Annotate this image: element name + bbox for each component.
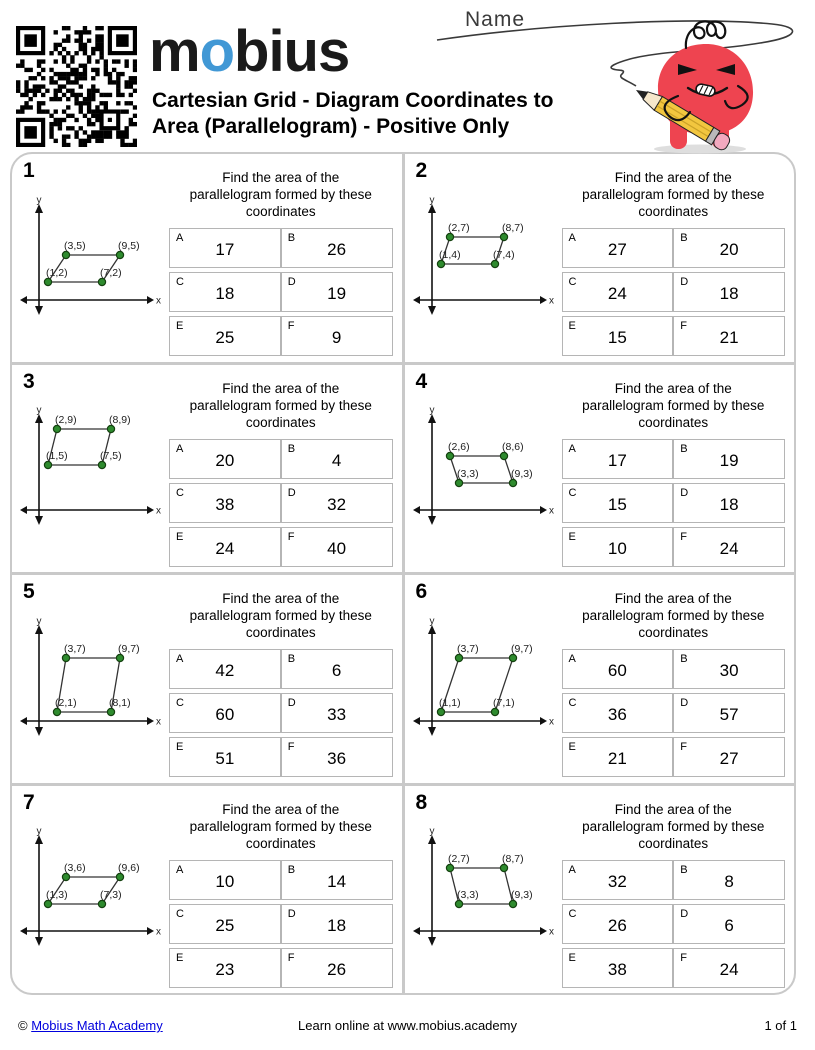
- svg-text:(9,6): (9,6): [118, 862, 140, 875]
- answer-letter: B: [287, 442, 296, 455]
- answer-letter: F: [680, 741, 687, 753]
- svg-text:(1,3): (1,3): [46, 889, 68, 902]
- page-title-line2: Area (Parallelogram) - Positive Only: [152, 115, 510, 138]
- answer-cell: [562, 272, 674, 312]
- problem-number: 6: [415, 580, 428, 603]
- answer-value: 60: [607, 661, 627, 680]
- answer-letter: F: [680, 530, 687, 543]
- svg-text:(1,1): (1,1): [438, 696, 461, 709]
- answer-value: 24: [719, 538, 739, 558]
- answer-letter: B: [680, 442, 688, 455]
- prompt-line: parallelogram formed by these: [582, 818, 765, 834]
- svg-text:(7,3): (7,3): [100, 889, 122, 902]
- answer-cell: [673, 693, 785, 733]
- prompt-line: coordinates: [245, 414, 316, 430]
- answer-cell: [281, 316, 393, 356]
- logo-text-m: m: [149, 19, 200, 84]
- answer-value: 38: [607, 959, 627, 979]
- answer-cell: [281, 860, 393, 900]
- prompt-line: Find the area of the: [614, 591, 732, 606]
- svg-text:y: y: [429, 406, 434, 417]
- answer-cell: [281, 483, 393, 523]
- answer-value: 27: [607, 240, 627, 259]
- svg-text:(2,7): (2,7): [447, 853, 470, 866]
- answer-cell: [562, 649, 674, 689]
- answer-cell: [281, 737, 393, 777]
- problem-prompt: [169, 801, 393, 852]
- answer-cell: [673, 649, 785, 689]
- footer-center-text: Learn online at www.mobius.academy: [298, 1018, 517, 1033]
- prompt-line: parallelogram formed by these: [582, 397, 765, 413]
- answer-table: [562, 856, 786, 992]
- answer-value: 42: [215, 661, 235, 680]
- answer-value: 19: [719, 450, 739, 470]
- answer-cell: [673, 904, 785, 944]
- answer-cell: [169, 860, 281, 900]
- problem-cell: [12, 575, 402, 783]
- svg-text:y: y: [429, 616, 434, 627]
- answer-value: 21: [719, 328, 739, 347]
- svg-text:(3,7): (3,7): [456, 642, 479, 655]
- prompt-line: coordinates: [245, 204, 316, 219]
- answer-letter: D: [287, 697, 296, 709]
- coordinate-diagram: [410, 406, 560, 530]
- qr-code: [16, 26, 137, 147]
- answer-value: 32: [607, 871, 627, 891]
- problem-cell: [12, 786, 402, 994]
- svg-text:x: x: [156, 295, 161, 307]
- answer-value: 6: [724, 915, 734, 935]
- mascot-eye: [716, 64, 735, 75]
- problem-prompt: [169, 590, 393, 641]
- answer-value: 51: [215, 749, 235, 768]
- answer-letter: B: [680, 653, 688, 665]
- footer-academy-link[interactable]: Mobius Math Academy: [31, 1018, 163, 1033]
- answer-cell: [562, 439, 674, 479]
- answer-value: 18: [327, 915, 347, 935]
- answer-cell: [281, 948, 393, 988]
- answer-letter: A: [568, 442, 576, 455]
- answer-value: 17: [215, 240, 235, 259]
- prompt-line: parallelogram formed by these: [189, 818, 372, 834]
- answer-cell: [673, 228, 785, 268]
- coordinate-diagram: [17, 196, 167, 320]
- answer-letter: D: [680, 276, 689, 288]
- prompt-line: parallelogram formed by these: [189, 187, 372, 202]
- problem-prompt: [562, 169, 786, 220]
- answer-cell: [562, 483, 674, 523]
- answer-cell: [673, 737, 785, 777]
- prompt-line: parallelogram formed by these: [582, 608, 765, 623]
- prompt-line: parallelogram formed by these: [189, 397, 372, 413]
- answer-letter: A: [568, 232, 576, 244]
- problem-right-column: [560, 154, 795, 362]
- footer-copyright: [18, 1018, 163, 1033]
- answer-cell: [281, 693, 393, 733]
- answer-letter: D: [287, 907, 296, 920]
- answer-letter: A: [176, 653, 184, 665]
- svg-text:x: x: [548, 926, 554, 938]
- answer-letter: D: [680, 907, 689, 920]
- svg-text:(8,7): (8,7): [501, 221, 524, 234]
- answer-letter: D: [287, 276, 296, 288]
- answer-letter: A: [568, 863, 576, 876]
- answer-value: 38: [215, 494, 235, 514]
- answer-letter: B: [287, 863, 296, 876]
- problem-prompt: [562, 380, 786, 431]
- answer-letter: E: [568, 320, 576, 332]
- answer-cell: [673, 483, 785, 523]
- answer-cell: [281, 228, 393, 268]
- svg-text:(3,6): (3,6): [64, 862, 86, 875]
- prompt-line: Find the area of the: [222, 380, 340, 396]
- answer-cell: [281, 649, 393, 689]
- svg-text:x: x: [156, 716, 161, 728]
- prompt-line: coordinates: [638, 835, 709, 851]
- answer-letter: B: [680, 232, 688, 244]
- coordinate-diagram: [410, 827, 560, 951]
- prompt-line: Find the area of the: [614, 801, 732, 817]
- answer-letter: A: [176, 442, 184, 455]
- answer-cell: [169, 228, 281, 268]
- svg-text:(2,7): (2,7): [447, 221, 470, 234]
- answer-value: 36: [327, 749, 347, 768]
- problem-number: 4: [415, 369, 428, 393]
- answer-letter: A: [568, 653, 576, 665]
- pencil-icon: [632, 83, 732, 152]
- problem-prompt: [562, 801, 786, 852]
- answer-value: 14: [327, 871, 347, 891]
- answer-table: [169, 435, 393, 571]
- answer-letter: C: [176, 486, 184, 499]
- answer-value: 32: [327, 494, 347, 514]
- problem-right-column: [167, 575, 402, 783]
- answer-letter: F: [287, 320, 295, 332]
- answer-table: [562, 645, 786, 781]
- answer-value: 57: [719, 705, 739, 724]
- answer-cell: [562, 860, 674, 900]
- problem-cell: [405, 365, 795, 573]
- answer-value: 33: [327, 705, 347, 724]
- answer-cell: [169, 904, 281, 944]
- answer-value: 23: [215, 959, 235, 979]
- coordinate-diagram: [17, 617, 167, 741]
- footer-page-number: 1 of 1: [764, 1018, 797, 1033]
- answer-letter: B: [287, 232, 296, 244]
- answer-letter: F: [287, 530, 295, 543]
- prompt-line: coordinates: [638, 204, 709, 219]
- answer-letter: E: [176, 530, 184, 543]
- answer-cell: [673, 272, 785, 312]
- answer-value: 21: [607, 749, 627, 768]
- answer-cell: [169, 649, 281, 689]
- answer-value: 8: [724, 871, 734, 891]
- prompt-line: coordinates: [638, 414, 709, 430]
- answer-value: 9: [331, 328, 342, 347]
- answer-value: 18: [215, 284, 235, 303]
- svg-text:x: x: [156, 926, 161, 938]
- answer-value: 24: [607, 284, 627, 303]
- svg-text:(3,3): (3,3): [456, 468, 479, 481]
- answer-letter: A: [176, 232, 184, 244]
- answer-value: 36: [607, 705, 627, 724]
- answer-table: [169, 645, 393, 781]
- svg-text:(9,7): (9,7): [510, 642, 533, 655]
- answer-letter: E: [568, 951, 576, 964]
- svg-text:(7,5): (7,5): [100, 450, 122, 463]
- answer-value: 17: [607, 450, 627, 470]
- problem-right-column: [167, 154, 402, 362]
- answer-value: 24: [719, 959, 739, 979]
- logo-o-glyph: o: [199, 19, 235, 84]
- problem-cell: [12, 365, 402, 573]
- prompt-line: Find the area of the: [222, 591, 340, 606]
- answer-letter: E: [568, 530, 576, 543]
- answer-value: 40: [327, 538, 347, 558]
- problem-number: 7: [23, 790, 35, 814]
- answer-cell: [562, 737, 674, 777]
- answer-value: 25: [215, 915, 235, 935]
- problems-grid: [10, 152, 796, 995]
- mascot-body: [658, 44, 753, 135]
- problem-prompt: [169, 169, 393, 220]
- answer-letter: B: [680, 863, 688, 876]
- page-title-line1: Cartesian Grid - Diagram Coordinates to: [152, 89, 554, 112]
- answer-value: 26: [327, 240, 347, 259]
- svg-text:(9,3): (9,3): [510, 889, 533, 902]
- copyright-symbol: ©: [18, 1018, 32, 1033]
- answer-letter: F: [680, 951, 687, 964]
- problem-right-column: [167, 786, 402, 994]
- answer-cell: [673, 527, 785, 567]
- prompt-line: coordinates: [245, 625, 316, 640]
- svg-text:(1,4): (1,4): [438, 248, 461, 261]
- prompt-line: Find the area of the: [614, 170, 732, 185]
- mascot-arm-left: [665, 96, 690, 120]
- problem-right-column: [560, 575, 795, 783]
- answer-letter: A: [176, 863, 184, 876]
- svg-text:x: x: [548, 716, 554, 728]
- svg-text:y: y: [429, 827, 434, 838]
- answer-cell: [169, 693, 281, 733]
- svg-text:(7,2): (7,2): [100, 266, 122, 279]
- mascot-hair: [686, 21, 725, 48]
- answer-letter: C: [176, 907, 184, 920]
- coordinate-diagram: [17, 406, 167, 530]
- answer-value: 60: [215, 705, 235, 724]
- answer-letter: C: [568, 486, 577, 499]
- answer-value: 30: [719, 661, 739, 680]
- mascot-arm-right: [725, 86, 748, 108]
- answer-letter: F: [287, 951, 295, 964]
- prompt-line: Find the area of the: [222, 170, 340, 185]
- svg-text:(8,1): (8,1): [109, 696, 131, 709]
- mobius-logo: [149, 18, 349, 85]
- answer-cell: [562, 228, 674, 268]
- answer-value: 18: [719, 284, 739, 303]
- answer-cell: [281, 439, 393, 479]
- answer-cell: [169, 439, 281, 479]
- problem-number: 5: [23, 580, 35, 603]
- problem-number: 3: [23, 369, 35, 393]
- svg-text:(9,3): (9,3): [510, 468, 533, 481]
- problem-prompt: [169, 380, 393, 431]
- answer-cell: [281, 272, 393, 312]
- answer-letter: C: [568, 907, 577, 920]
- answer-cell: [169, 272, 281, 312]
- answer-value: 18: [719, 494, 739, 514]
- problem-prompt: [562, 590, 786, 641]
- answer-cell: [281, 904, 393, 944]
- answer-letter: F: [287, 741, 295, 753]
- answer-value: 10: [607, 538, 627, 558]
- svg-text:y: y: [36, 616, 42, 627]
- problem-number: 2: [415, 159, 428, 182]
- answer-cell: [169, 737, 281, 777]
- answer-cell: [673, 948, 785, 988]
- mascot-mouth: [688, 88, 727, 95]
- svg-text:(2,6): (2,6): [447, 441, 470, 454]
- svg-text:(8,9): (8,9): [109, 414, 131, 427]
- answer-letter: E: [176, 741, 184, 753]
- answer-cell: [673, 439, 785, 479]
- svg-text:(8,7): (8,7): [501, 853, 524, 866]
- problem-cell: [12, 154, 402, 362]
- name-label: Name: [465, 8, 526, 31]
- answer-table: [169, 856, 393, 992]
- mascot-leg: [670, 112, 687, 149]
- answer-value: 15: [607, 494, 627, 514]
- answer-value: 27: [719, 749, 739, 768]
- prompt-line: Find the area of the: [222, 801, 340, 817]
- svg-text:x: x: [548, 295, 554, 307]
- answer-letter: D: [680, 486, 689, 499]
- prompt-line: Find the area of the: [614, 380, 732, 396]
- answer-table: [169, 224, 393, 360]
- svg-text:(2,9): (2,9): [55, 414, 77, 427]
- mascot-leg: [712, 114, 729, 149]
- answer-cell: [673, 316, 785, 356]
- answer-letter: B: [287, 653, 296, 665]
- answer-cell: [562, 904, 674, 944]
- svg-text:(7,4): (7,4): [492, 248, 515, 261]
- svg-text:x: x: [548, 505, 554, 517]
- answer-cell: [562, 316, 674, 356]
- answer-letter: C: [568, 276, 577, 288]
- answer-letter: C: [176, 697, 184, 709]
- answer-value: 19: [327, 284, 347, 303]
- answer-cell: [562, 693, 674, 733]
- answer-letter: D: [287, 486, 296, 499]
- answer-value: 20: [719, 240, 739, 259]
- answer-cell: [169, 316, 281, 356]
- problem-cell: [405, 786, 795, 994]
- answer-cell: [562, 948, 674, 988]
- answer-value: 4: [331, 450, 342, 470]
- answer-letter: C: [176, 276, 184, 288]
- answer-cell: [169, 483, 281, 523]
- svg-text:(8,6): (8,6): [501, 441, 524, 454]
- answer-cell: [673, 860, 785, 900]
- answer-value: 25: [215, 328, 235, 347]
- svg-text:y: y: [36, 827, 42, 838]
- answer-value: 6: [331, 661, 342, 680]
- coordinate-diagram: [410, 196, 560, 320]
- answer-value: 26: [327, 959, 347, 979]
- answer-letter: D: [680, 697, 689, 709]
- svg-text:y: y: [36, 406, 42, 417]
- mascot-teeth: [695, 83, 716, 97]
- answer-cell: [281, 527, 393, 567]
- svg-text:(9,7): (9,7): [118, 642, 140, 655]
- svg-text:(1,2): (1,2): [46, 266, 68, 279]
- problem-number: 8: [415, 790, 428, 814]
- answer-cell: [562, 527, 674, 567]
- answer-letter: E: [176, 320, 184, 332]
- answer-letter: E: [568, 741, 576, 753]
- svg-text:(2,1): (2,1): [55, 696, 77, 709]
- problem-cell: [405, 575, 795, 783]
- svg-text:(1,5): (1,5): [46, 450, 68, 463]
- problem-right-column: [560, 365, 795, 573]
- answer-value: 20: [215, 450, 235, 470]
- svg-text:(3,3): (3,3): [456, 889, 479, 902]
- answer-table: [562, 224, 786, 360]
- coordinate-diagram: [17, 827, 167, 951]
- answer-value: 26: [607, 915, 627, 935]
- page-title: [152, 88, 553, 140]
- svg-text:y: y: [429, 195, 434, 206]
- answer-letter: F: [680, 320, 687, 332]
- problem-right-column: [560, 786, 795, 994]
- answer-value: 15: [607, 328, 627, 347]
- svg-text:(3,5): (3,5): [64, 239, 86, 252]
- svg-text:x: x: [156, 505, 161, 517]
- answer-cell: [169, 527, 281, 567]
- answer-value: 10: [215, 871, 235, 891]
- svg-text:(3,7): (3,7): [64, 642, 86, 655]
- answer-cell: [169, 948, 281, 988]
- prompt-line: coordinates: [245, 835, 316, 851]
- answer-letter: C: [568, 697, 577, 709]
- problem-right-column: [167, 365, 402, 573]
- answer-value: 24: [215, 538, 235, 558]
- problem-cell: [405, 154, 795, 362]
- problem-number: 1: [23, 159, 35, 182]
- logo-text-bius: bius: [234, 19, 350, 84]
- mascot: [632, 21, 753, 153]
- answer-table: [562, 435, 786, 571]
- prompt-line: parallelogram formed by these: [189, 608, 372, 623]
- coordinate-diagram: [410, 617, 560, 741]
- prompt-line: coordinates: [638, 625, 709, 640]
- mascot-eye: [678, 64, 697, 75]
- svg-text:(7,1): (7,1): [492, 696, 515, 709]
- answer-letter: E: [176, 951, 184, 964]
- svg-text:(9,5): (9,5): [118, 239, 140, 252]
- svg-text:y: y: [36, 195, 42, 206]
- prompt-line: parallelogram formed by these: [582, 187, 765, 202]
